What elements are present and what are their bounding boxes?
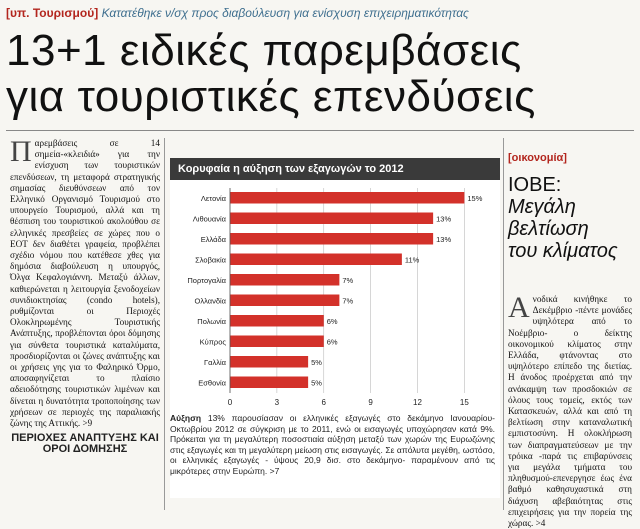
category-label: Πολωνία — [197, 317, 226, 326]
bar — [230, 233, 433, 245]
chart-caption — [170, 413, 495, 476]
bar — [230, 274, 339, 286]
value-label: 6% — [326, 317, 338, 326]
bar — [230, 254, 402, 266]
section-tag: [υπ. Τουρισμού] — [6, 6, 99, 20]
right-headline — [508, 174, 632, 262]
value-label: 6% — [326, 337, 338, 347]
value-label: 7% — [342, 296, 354, 306]
headline-line-1: 13+1 ειδικές παρεμβάσεις — [6, 26, 522, 75]
bar — [230, 336, 324, 348]
value-label: 15% — [467, 194, 483, 203]
headline-rule — [6, 130, 634, 131]
export-chart — [170, 158, 500, 498]
right-dropcap: Α — [508, 291, 530, 324]
chart-title: Κορυφαία η αύξηση των εξαγωγών το 2012 — [170, 158, 500, 180]
category-label: Γαλλία — [204, 358, 226, 367]
bar — [230, 213, 433, 225]
bar — [230, 356, 308, 368]
category-label: Λετονία — [200, 194, 226, 203]
right-article-ref: >4 — [535, 518, 546, 529]
x-tick-label: 3 — [274, 398, 280, 407]
right-headline-4: του κλίματος — [508, 240, 618, 262]
headline-line-2: για τουριστικές επενδύσεις — [6, 72, 536, 121]
category-label: Ολλανδία — [194, 296, 226, 306]
x-tick-label: 6 — [321, 398, 326, 407]
right-article — [508, 152, 632, 529]
category-label: Πορτογαλία — [187, 276, 226, 285]
left-article-body: αρεμβάσεις σε 14 σημεία-«κλειδιά» για την ενίσχυση των τουριστικών επενδύσεων, τη μεταφορά στρατηγικής σημασίας διευθύνσεων από τον Ελληνικό Οργανισμό Τουρισμού στο υπουργείο Τουρισμού, αλλά και τη θέσπιση του τουριστικού ακολούθου σε ελληνικές πρεσβείες σε χώρες που ο ΕΟΤ δεν διαθέτει γραφεία, προβλέπει σχέδιο νόμου που κατέθεσε χθες για δημόσια διαβούλευση η υπουργός, Όλγα Κεφαλογιάννη. Μεταξύ άλλων, καθιερώνεται η λειτουργία ξενοδοχείων συνιδιοκτησίας (condo hotels), ρυθμίζονται οι Περιοχές Ολοκληρωμένης Τουριστικής Ανάπτυξης, προβλέπονται όροι δόμησης για σύνθετα τουριστικά καταλύματα, προσδιορίζονται οι ζώνες ανάπτυξης και οι χρήσεις γης για το Φαληρικό Όρμο, αποσαφηνίζεται το πλαίσιο αδειοδότησης τουριστικών λιμένων και δίνεται η δυνατότητα τροποποίησης των χρήσεων σε περιοχές της παραλιακής ζώνης της Αττικής. — [10, 138, 160, 429]
left-article-ref: >9 — [82, 418, 93, 429]
chart-caption-ref: >7 — [269, 465, 280, 476]
dropcap: Π — [10, 135, 32, 168]
right-headline-3: βελτίωση — [508, 218, 589, 240]
bar — [230, 295, 339, 307]
bar — [230, 192, 464, 204]
category-label: Κύπρος — [199, 337, 226, 347]
category-label: Εσθονία — [198, 378, 226, 388]
x-tick-label: 0 — [227, 398, 233, 407]
main-headline — [6, 28, 634, 120]
value-label: 5% — [311, 378, 322, 388]
bar — [230, 315, 324, 327]
right-article-body-wrap — [508, 291, 632, 529]
right-headline-1: ΙΟΒΕ: — [508, 174, 562, 196]
category-label: Ελλάδα — [200, 235, 226, 244]
value-label: 13% — [436, 214, 452, 224]
bar — [230, 377, 308, 389]
column-divider-right — [503, 138, 504, 510]
value-label: 11% — [404, 255, 420, 265]
right-section-tag: [οικονομία] — [508, 152, 567, 164]
chart-caption-lead: Αύξηση — [170, 413, 202, 423]
left-article — [10, 135, 160, 510]
value-label: 13% — [436, 235, 452, 244]
value-label: 5% — [311, 358, 322, 367]
x-tick-label: 15 — [459, 398, 469, 407]
category-label: Λιθουανία — [192, 214, 226, 224]
kicker-text: Κατατέθηκε ν/σχ προς διαβούλευση για ενίσχυση επιχειρηματικότητας — [101, 6, 469, 20]
right-headline-2: Μεγάλη — [508, 196, 576, 218]
column-divider-left — [164, 138, 165, 510]
right-article-body: νοδικά κινήθηκε το Δεκέμβριο -πέντε μονάδες υψηλότερα από το Νοέμβριο- ο δείκτης οικονομικού κλίματος στην Ελλάδα, φτάνοντας στο υψηλότερο επίπεδο της διετίας. Η άνοδος προέρχεται από την ανάκαμψη των προσδοκιών σε όλους τους τομείς, εκτός των Κατασκευών, αλλά και από τη βελτίωση στην καταναλωτική εμπιστοσύνη. Η ολοκλήρωση των διαπραγματεύσεων με την τρόικα -παρά τις επιβαρύνσεις για μεγάλα τμήματα του πληθυσμού-επενεργησε έως ένα βαθμό καθησυχαστικά στη διάχυση αβεβαιότητας στις επιχειρήσεις για την πορεία της χώρας. — [508, 294, 632, 529]
chart-caption-text: 13% παρουσίασαν οι ελληνικές εξαγωγές στο δεκάμηνο Ιανουαρίου-Οκτωβρίου 2012 σε σύγκριση με το 2011, ενώ οι εισαγωγές υποχώρησαν κατά 9%. Πρόκειται για τη μεγαλύτερη ποσοστιαία αύξηση μεταξύ των χωρών της Ευρωζώνης στις εξαγωγές και τη μεγαλύτερη μείωση στις εισαγωγές. Σε απόλυτα μεγέθη, ωστόσο, οι ελληνικές εξαγωγές - ύψους 20,9 δισ. στο δεκάμηνο- παραμένουν από τις μικρότερες στην Ευρώπη. — [170, 413, 495, 476]
category-label: Σλοβακία — [195, 255, 226, 265]
kicker-line — [6, 6, 634, 26]
chart-plot — [170, 180, 500, 410]
value-label: 7% — [342, 276, 354, 285]
x-tick-label: 9 — [368, 398, 373, 407]
left-article-subhead: ΠΕΡΙΟΧΕΣ ΑΝΑΠΤΥΞΗΣ ΚΑΙ ΟΡΟΙ ΔΟΜΗΣΗΣ — [11, 432, 159, 456]
x-tick-label: 12 — [413, 398, 422, 407]
